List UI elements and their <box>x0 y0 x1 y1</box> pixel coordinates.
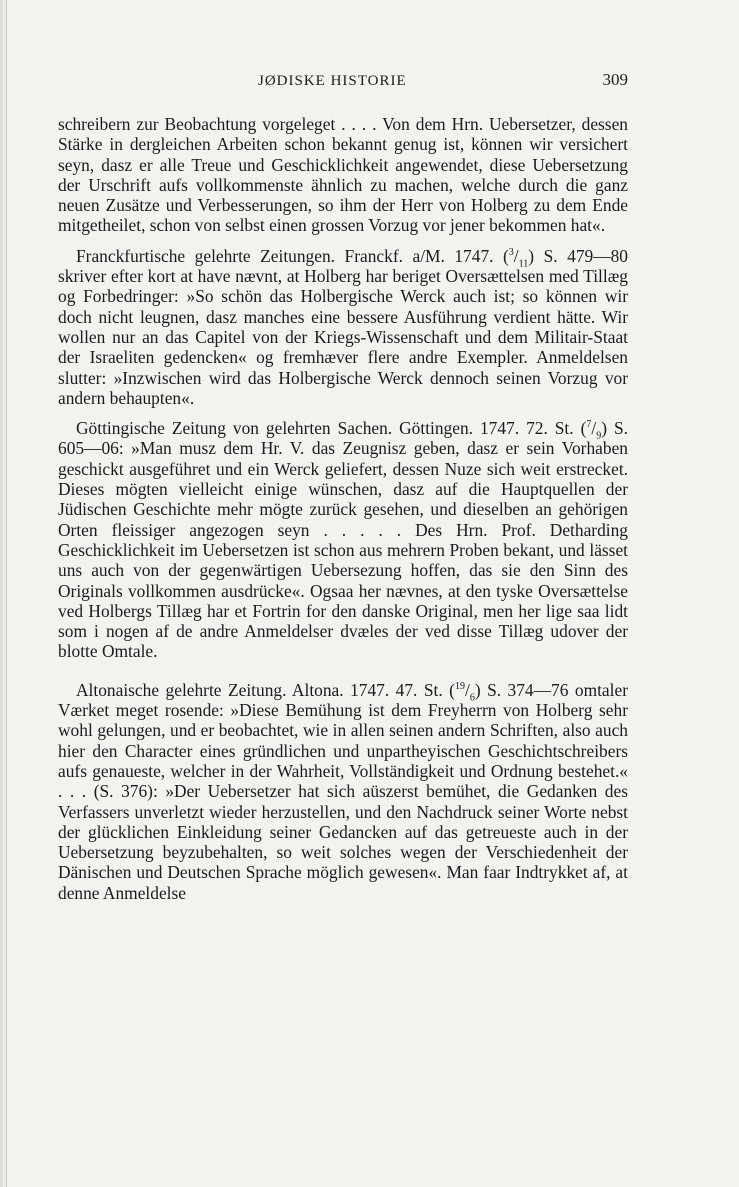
paragraph-altona-review: Altonaische gelehrte Zeitung. Altona. 1747. 47. St. $(^{19}/_6)$ S. 374—76 omtaler Værket meget rosende: »Diese Bemühung ist dem Freyherrn von Holberg sehr wohl gelungen, und er beobachtet, wie in allen seinen andern Schriften, also auch hier den Character eines gründlichen und unpartheyischen Geschichtschreibers aufs genaueste, welcher in der Wahrheit, Vollständigkeit und Ordnung bestehet.« . . . (S. 376): »Der Uebersetzer hat sich aüszerst bemühet, die Gedanken des Verfassers unverletzt wieder herzustellen, und den Nachdruck seiner Worte nebst der glücklichen Einkleidung seiner Gedancken auf das getreueste auch in der Uebersetzung beyzubehalten, so weit solches wegen der Verschiedenheit der Dänischen und Deutschen Sprache möglich gewesen«. Man faar Indtrykket af, at denne Anmeldelse <box>58 679 628 903</box>
paragraph-franckfurt-review: Franckfurtische gelehrte Zeitungen. Franckf. a/M. 1747. $(^3/_{11})$ S. 479—80 skriver efter kort at have nævnt, at Holberg har beriget Oversættelsen med Tillæg og Forbedringer: »So schön das Holbergische Werck auch ist; so können wir doch nicht leugnen, dasz manches eine bessere Ausführung verdient hätte. Wir wollen nur an das Capitel von der Kriegs-Wissenschaft und dem Militair-Staat der Israeliten gedencken« og fremhæver flere andre Exempler. Anmeldelsen slutter: »Inzwischen wird das Holbergische Werck dennoch seinen Vorzug vor andern behaupten«. <box>58 245 628 408</box>
review-text-altona: ) S. 374—76 omtaler Værket meget rosende: »Diese Bemühung ist dem Freyherrn von Holberg sehr wohl gelungen, und er beobachtet, wie in allen seinen andern Schriften, also auch hier den Character eines gründlichen und unpartheyischen Geschichtschreibers aufs genaueste, welcher in der Wahrheit, Vollständigkeit und Ordnung bestehet.« . . . (S. 376): »Der Uebersetzer hat sich aüszerst bemühet, die Gedanken des Verfassers unverletzt wieder herzustellen, und den Nachdruck seiner Worte nebst der glücklichen Einkleidung seiner Gedancken auf das getreueste auch in der Uebersetzung beyzubehalten, so weit solches wegen der Verschiedenheit der Dänischen und Deutschen Sprache möglich gewesen«. Man faar Indtrykket af, at denne Anmeldelse <box>58 679 628 903</box>
review-source-franckfurt: Franckfurtische gelehrte Zeitungen. Franckf. a/M. 1747. ( <box>76 245 509 266</box>
page-number: 309 <box>602 70 628 89</box>
page-body <box>58 114 628 913</box>
paragraph-goettingen-review: Göttingische Zeitung von gelehrten Sachen. Göttingen. 1747. 72. St. $(^7/_9)$ S. 605—06: »Man musz dem Hr. V. das Zeugnisz geben, dasz er sein Vorhaben geschickt ausgeführet und ein Werck geliefert, dessen Nuze sich weit erstrecket. Dieses mögten vielleicht einige wünschen, dasz auf die Hauptquellen der Jüdischen Geschichte mehr mögte zurück gesehen, und dieselben an gehörigen Orten fleissiger angezogen seyn . . . . . Des Hrn. Prof. Detharding Geschicklichkeit im Uebersetzen ist schon aus mehrern Proben bekant, und lässet uns auch von der gegenwärtigen Uebersezung hoffen, das sie den Sinn des Originals vollkommen ausdrücke«. Ogsaa her nævnes, at den tyske Oversættelse ved Holbergs Tillæg har et Fortrin for den danske Original, men her lige saa lidt som i nogen af de andre Anmeldelser dvæles der ved disse Tillæg udover der blotte Omtale. <box>58 418 628 662</box>
review-text-goettingen: ) S. 605—06: »Man musz dem Hr. V. das Zeugnisz geben, dasz er sein Vorhaben geschickt ausgeführet und ein Werck geliefert, dessen Nuze sich weit erstrecket. Dieses mögten vielleicht einige wünschen, dasz auf die Hauptquellen der Jüdischen Geschichte mehr mögte zurück gesehen, und dieselben an gehörigen Orten fleissiger angezogen seyn . . . . . Des Hrn. Prof. Detharding Geschicklichkeit im Uebersetzen ist schon aus mehrern Proben bekant, und lässet uns auch von der gegenwärtigen Uebersezung hoffen, das sie den Sinn des Originals vollkommen ausdrücke«. Ogsaa her nævnes, at den tyske Oversættelse ved Holbergs Tillæg har et Fortrin for den danske Original, men her lige saa lidt som i nogen af de andre Anmeldelser dvæles der ved disse Tillæg udover der blotte Omtale. <box>58 418 628 662</box>
date-fraction-numerator: 3 <box>508 246 514 258</box>
date-fraction-denominator: 6 <box>469 692 475 704</box>
date-fraction-numerator: 7 <box>586 419 592 431</box>
page-spine-line <box>6 0 7 1187</box>
page-header <box>58 70 628 94</box>
paragraph-continuation: schreibern zur Beobachtung vorgeleget . . . . Von dem Hrn. Uebersetzer, dessen Stärke in dergleichen Arbeiten schon bekannt genug ist, können wir versichert seyn, dasz er alle Treue und Geschicklichkeit angewendet, diese Uebersetzung der Urschrift aufs vollkommenste ähnlich zu machen, welche durch die ganz neuen Zusätze und Verbesserungen, so ihm der Herr von Holberg zu dem Ende mitgetheilet, schon von selbst einen grossen Vorzug vor jener bekommen hat«. <box>58 114 628 236</box>
date-fraction-denominator: 11 <box>518 258 529 270</box>
running-title: JØDISKE HISTORIE <box>258 73 407 89</box>
date-fraction-denominator: 9 <box>596 430 602 442</box>
review-source-goettingen: Göttingische Zeitung von gelehrten Sachen. Göttingen. 1747. 72. St. ( <box>76 418 587 439</box>
date-fraction-numerator: 19 <box>454 680 465 692</box>
review-source-altona: Altonaische gelehrte Zeitung. Altona. 1747. 47. St. ( <box>76 679 455 700</box>
review-text-franckfurt: ) S. 479—80 skriver efter kort at have nævnt, at Holberg har beriget Oversættelsen med Tillæg og Forbedringer: »So schön das Holbergische Werck auch ist; so können wir doch nicht leugnen, dasz manches eine bessere Ausführung verdient hätte. Wir wollen nur an das Capitel von der Kriegs-Wissenschaft und dem Militair-Staat der Israeliten gedencken« og fremhæver flere andre Exempler. Anmeldelsen slutter: »Inzwischen wird das Holbergische Werck dennoch seinen Vorzug vor andern behaupten«. <box>58 245 628 408</box>
